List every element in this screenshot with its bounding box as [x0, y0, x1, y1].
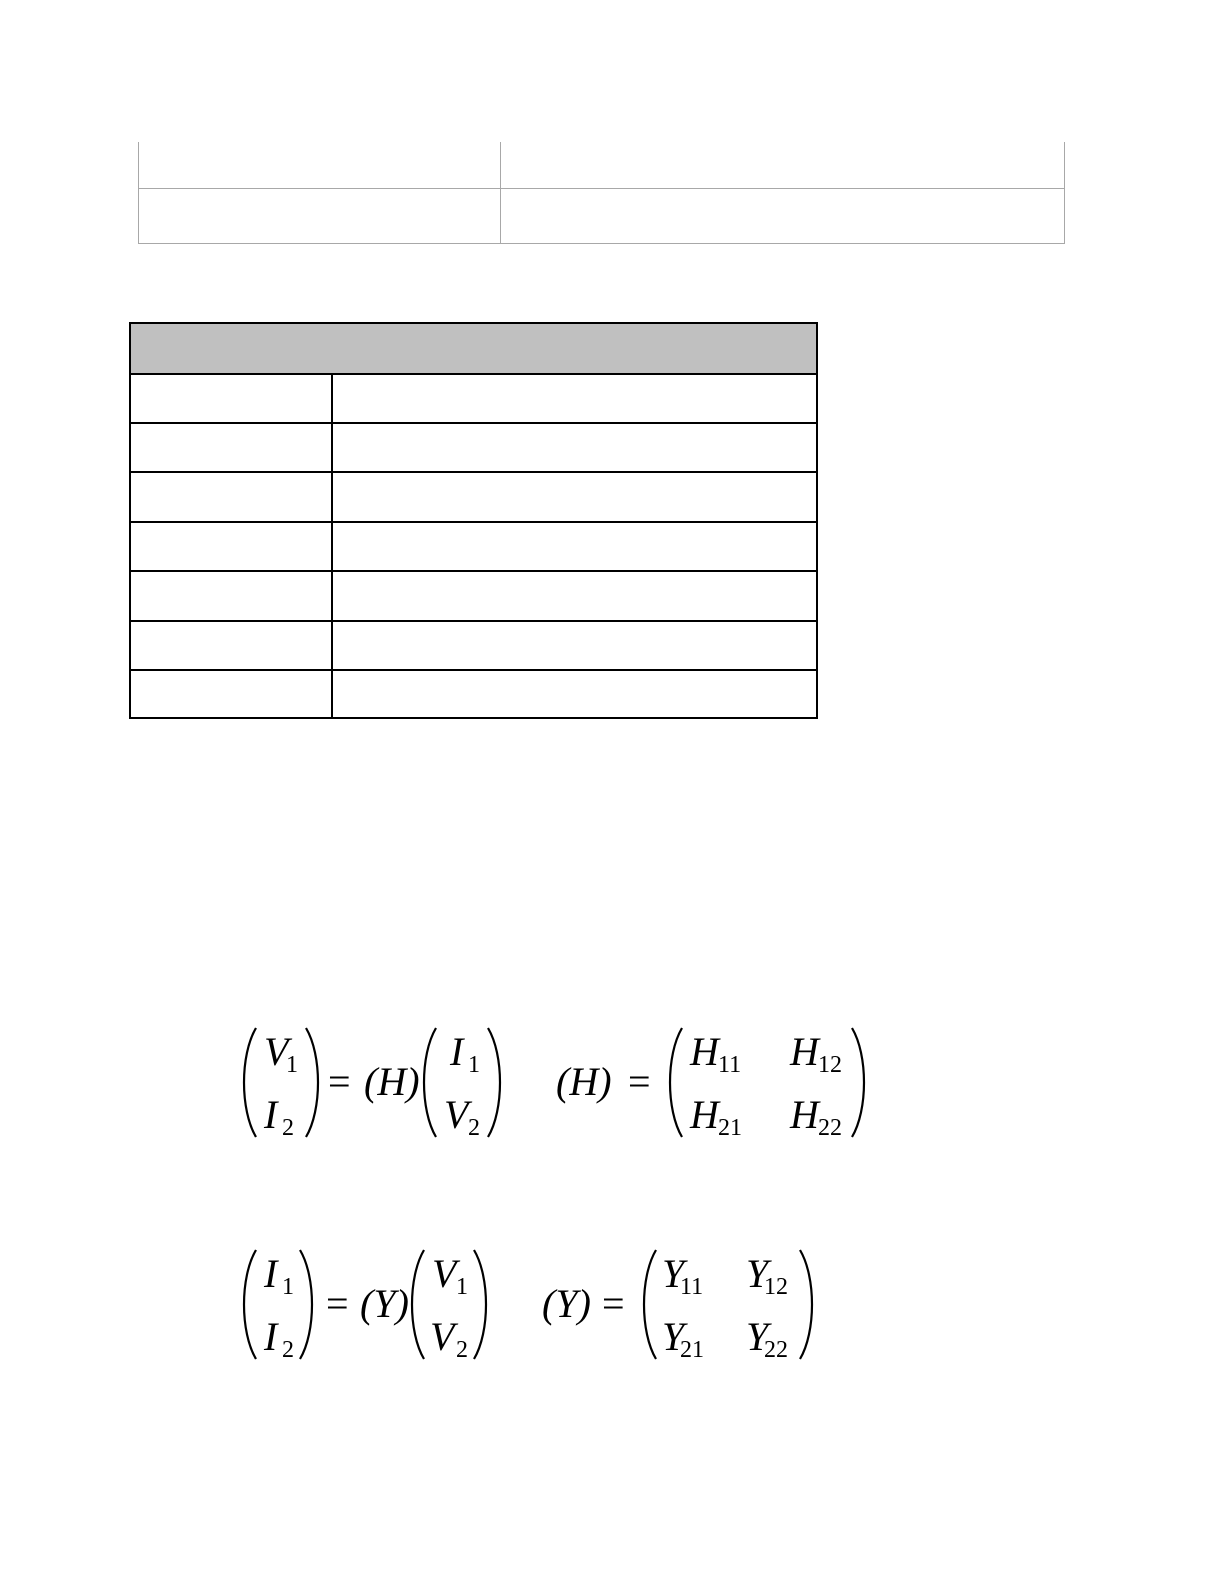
rhs-top-var: I [450, 1029, 464, 1074]
rhs-top-sub: 1 [468, 1052, 480, 1078]
table-column-divider [500, 142, 501, 244]
lhs-top-var: I [264, 1251, 278, 1296]
equals-sign: = [326, 1281, 349, 1326]
rhs-bottom-sub: 2 [468, 1115, 480, 1141]
lhs-top-sub: 1 [286, 1052, 298, 1078]
left-paren-icon [244, 1028, 256, 1137]
right-paren-icon [800, 1250, 812, 1359]
left-paren-icon [412, 1250, 424, 1359]
table-parameters-continued [138, 142, 1065, 244]
table-border-right [1064, 142, 1065, 244]
def-equals-sign: = [628, 1059, 651, 1104]
matrix-entry-12-sub: 12 [764, 1274, 788, 1300]
def-matrix-symbol: (Y) [542, 1281, 591, 1326]
matrix-entry-22: H [790, 1092, 819, 1137]
rhs-bottom-var: V [444, 1092, 469, 1137]
table-border-left [138, 142, 139, 244]
lhs-bottom-sub: 2 [282, 1115, 294, 1141]
left-paren-icon [244, 1250, 256, 1359]
matrix-entry-12: Y [746, 1251, 769, 1296]
right-paren-icon [488, 1028, 500, 1137]
matrix-symbol: (Y) [360, 1281, 409, 1326]
table-row-divider [131, 669, 816, 671]
lhs-bottom-var: I [264, 1092, 278, 1137]
table-row-divider [131, 422, 816, 424]
table-column-divider [331, 374, 333, 717]
left-paren-icon [424, 1028, 436, 1137]
right-paren-icon [474, 1250, 486, 1359]
matrix-entry-22-sub: 22 [818, 1115, 842, 1141]
def-matrix-symbol: (H) [556, 1059, 612, 1104]
matrix-entry-12: H [790, 1029, 819, 1074]
lhs-bottom-sub: 2 [282, 1337, 294, 1363]
equation-y-parameters [240, 1242, 840, 1367]
rhs-bottom-var: V [430, 1314, 455, 1359]
table-border-bottom [138, 243, 1065, 244]
matrix-entry-22-sub: 22 [764, 1337, 788, 1363]
matrix-entry-11: H [690, 1029, 719, 1074]
matrix-entry-21-sub: 21 [718, 1115, 742, 1141]
equation-h-parameters [240, 1020, 880, 1145]
matrix-entry-21: Y [662, 1314, 685, 1359]
rhs-bottom-sub: 2 [456, 1337, 468, 1363]
lhs-top-sub: 1 [282, 1274, 294, 1300]
table-row-divider [131, 521, 816, 523]
table-row-divider [131, 471, 816, 473]
rhs-top-var: V [432, 1251, 457, 1296]
right-paren-icon [852, 1028, 864, 1137]
def-equals-sign: = [602, 1281, 625, 1326]
lhs-bottom-var: I [264, 1314, 278, 1359]
table-row-divider [131, 620, 816, 622]
equals-sign: = [328, 1059, 351, 1104]
matrix-entry-21: H [690, 1092, 719, 1137]
right-paren-icon [300, 1250, 312, 1359]
table-row-divider [138, 188, 1065, 189]
left-paren-icon [670, 1028, 682, 1137]
matrix-entry-11: Y [662, 1251, 685, 1296]
matrix-symbol: (H) [364, 1059, 420, 1104]
matrix-entry-12-sub: 12 [818, 1052, 842, 1078]
matrix-entry-21-sub: 21 [680, 1337, 704, 1363]
rhs-top-sub: 1 [456, 1274, 468, 1300]
table-header [131, 324, 816, 374]
lhs-top-var: V [264, 1029, 289, 1074]
matrix-entry-11-sub: 11 [718, 1052, 742, 1078]
matrix-entry-22: Y [746, 1314, 769, 1359]
table-row-divider [131, 570, 816, 572]
matrix-entry-11-sub: 11 [680, 1274, 704, 1300]
right-paren-icon [306, 1028, 318, 1137]
left-paren-icon [644, 1250, 656, 1359]
table-row-divider [131, 373, 816, 375]
table-with-header [129, 322, 818, 719]
